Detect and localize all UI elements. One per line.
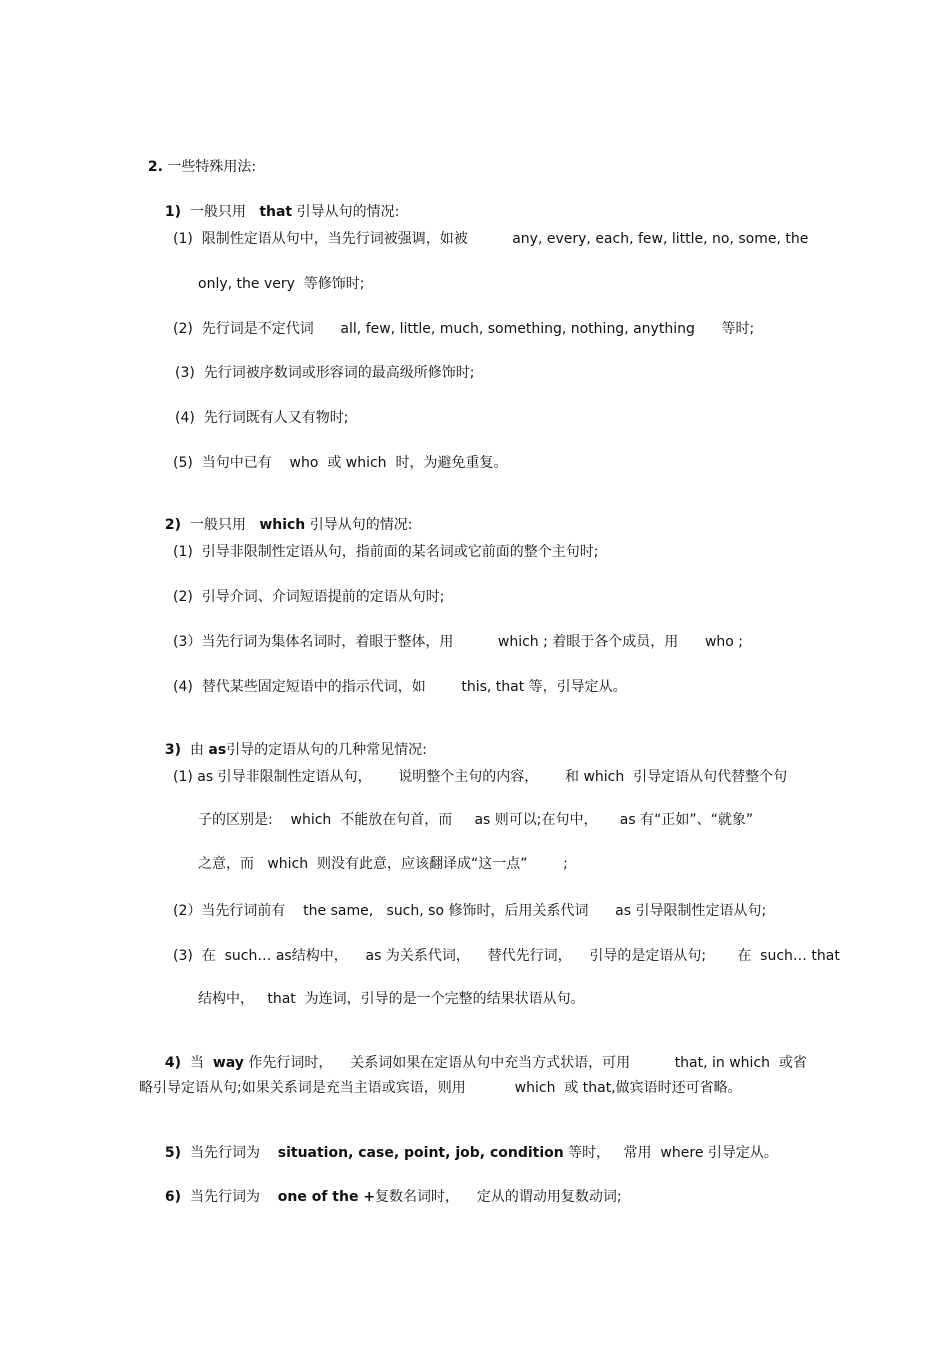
heading-text: 一些特殊用法: — [162, 159, 257, 175]
keyword: that — [259, 204, 293, 220]
list-item: (1) 引导非限制性定语从句，指前面的某名词或它前面的整个主句时; — [173, 544, 599, 560]
section-text: 引导的定语从句的几种常见情况: — [226, 742, 427, 758]
section-text: 引导从句的情况: — [292, 204, 400, 220]
paragraph-continuation: 略引导定语从句;如果关系词是充当主语或宾语，则用 which 或 that,做宾语时还可省略。 — [139, 1080, 742, 1096]
heading-number: 2. — [147, 159, 163, 175]
list-item: (4) 替代某些固定短语中的指示代词，如 this, that 等，引导定从。 — [173, 679, 627, 695]
section-4-title — [156, 1036, 807, 1072]
list-item: (2）当先行词前有 the same, such, so 修饰时，后用关系代词 as 引导限制性定语从句; — [173, 903, 767, 919]
list-item: (1) 限制性定语从句中，当先行词被强调，如被 any, every, each, few, little, no, some, the — [173, 231, 809, 247]
keyword: which — [259, 517, 306, 533]
section-text: 复数名词时， 定从的谓动用复数动词; — [375, 1189, 622, 1205]
list-item-continuation: only, the very 等修饰时; — [198, 276, 365, 292]
section-2-title — [156, 498, 412, 534]
keyword: one of the + — [277, 1189, 376, 1205]
section-number: 1) — [164, 204, 182, 220]
section-number: 4) — [164, 1055, 182, 1071]
list-item: (5) 当句中已有 who 或 which 时，为避免重复。 — [173, 455, 508, 471]
section-text: 作先行词时， 关系词如果在定语从句中充当方式状语，可用 that, in which 或省 — [243, 1055, 807, 1071]
keyword: situation, case, point, job, condition — [277, 1145, 564, 1161]
section-text: 一般只用 — [181, 204, 260, 220]
section-number: 6) — [164, 1189, 182, 1205]
list-item: (3）当先行词为集体名词时，着眼于整体，用 which ; 着眼于各个成员，用 who ; — [173, 634, 744, 650]
list-item: (3) 先行词被序数词或形容词的最高级所修饰时; — [175, 365, 475, 381]
list-item: (2) 先行词是不定代词 all, few, little, much, something, nothing, anything 等时; — [173, 321, 755, 337]
heading-line — [139, 140, 256, 176]
section-3-title — [156, 723, 427, 759]
list-item-continuation: 子的区别是: which 不能放在句首，而 as 则可以;在句中， as 有“正如”、“就象” — [198, 812, 754, 828]
keyword: as — [208, 742, 227, 758]
section-number: 3) — [164, 742, 182, 758]
section-1-title — [156, 185, 399, 221]
keyword: way — [212, 1055, 244, 1071]
section-text: 引导从句的情况: — [305, 517, 413, 533]
list-item: (2) 引导介词、介词短语提前的定语从句时; — [173, 589, 445, 605]
section-5-title — [156, 1126, 778, 1162]
list-item: (4) 先行词既有人又有物时; — [175, 410, 349, 426]
section-text: 由 — [181, 742, 209, 758]
section-number: 2) — [164, 517, 182, 533]
list-item: (1) as 引导非限制性定语从句， 说明整个主句的内容， 和 which 引导定语从句代替整个句 — [173, 769, 788, 785]
section-number: 5) — [164, 1145, 182, 1161]
section-text: 当先行词为 — [181, 1189, 278, 1205]
section-text: 当先行词为 — [181, 1145, 278, 1161]
list-item: (3) 在 such… as结构中， as 为关系代词， 替代先行词， 引导的是定语从句; 在 such… that — [173, 948, 840, 964]
list-item-continuation: 结构中， that 为连词，引导的是一个完整的结果状语从句。 — [198, 991, 585, 1007]
list-item-continuation: 之意，而 which 则没有此意，应该翻译成“这一点” ; — [198, 856, 568, 872]
section-6-title — [156, 1170, 622, 1206]
section-text: 一般只用 — [181, 517, 260, 533]
section-text: 等时， 常用 where 引导定从。 — [563, 1145, 778, 1161]
section-text: 当 — [181, 1055, 213, 1071]
